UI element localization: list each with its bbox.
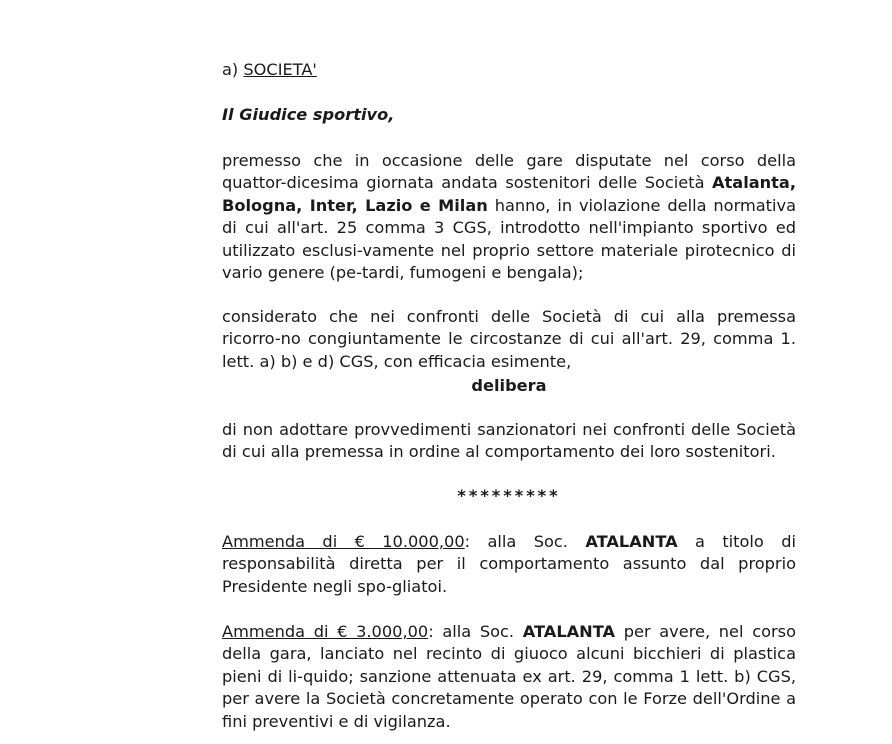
section-prefix: a) [222, 60, 244, 79]
paragraph-premise [222, 150, 796, 284]
fine-2-amount: Ammenda di € 3.000,00 [222, 622, 429, 641]
section-title: SOCIETA' [243, 60, 317, 79]
fine-2-pre: : alla Soc. [428, 622, 523, 641]
delibera-heading: delibera [471, 376, 547, 395]
premise-text-a: premesso che in occasione delle gare disputate nel corso della quattor-dicesima giornata andata sostenitori delle Società [222, 151, 796, 193]
paragraph-considered: considerato che nei confronti delle Società di cui alla premessa ricorro-no congiuntamente le circostanze di cui all'art. 29, comma 1. lett. a) b) e d) CGS, con efficacia esimente, [222, 307, 796, 371]
fine-1-pre: : alla Soc. [464, 532, 586, 551]
fine-1-text: a titolo di responsabilità diretta per il comportamento assunto dal proprio Presidente negli spo-gliatoi. [222, 532, 796, 596]
fine-1-team: ATALANTA [585, 532, 678, 551]
judge-title: Il Giudice sportivo, [222, 105, 395, 124]
fine-2-team: ATALANTA [522, 622, 616, 641]
paragraph-fine-1 [222, 531, 796, 598]
separator-stars: ********* [457, 486, 561, 505]
fine-1-amount: Ammenda di € 10.000,00 [222, 532, 465, 551]
premise-teams: Atalanta, Bologna, Inter, Lazio e Milan [222, 173, 796, 215]
paragraph-decision: di non adottare provvedimenti sanzionatori nei confronti delle Società di cui alla premessa in ordine al comportamento dei loro sostenitori. [222, 420, 796, 462]
fine-2-text: per avere, nel corso della gara, lanciato nel recinto di giuoco alcuni bicchieri di plastica pieni di li-quido; sanzione attenuata ex art. 29, comma 1 lett. b) CGS, per avere la Società concretamente operato con le Forze dell'Ordine a fini preventivi e di vigilanza. [222, 622, 796, 731]
section-heading [222, 60, 796, 79]
paragraph-fine-2 [222, 621, 796, 733]
premise-text-c: hanno, in violazione della normativa di cui all'art. 25 comma 3 CGS, introdotto nell'impianto sportivo ed utilizzato esclusi-vamente nel proprio settore materiale pirotecnico di vario genere (pe-tardi, fumogeni e bengala); [222, 195, 796, 283]
